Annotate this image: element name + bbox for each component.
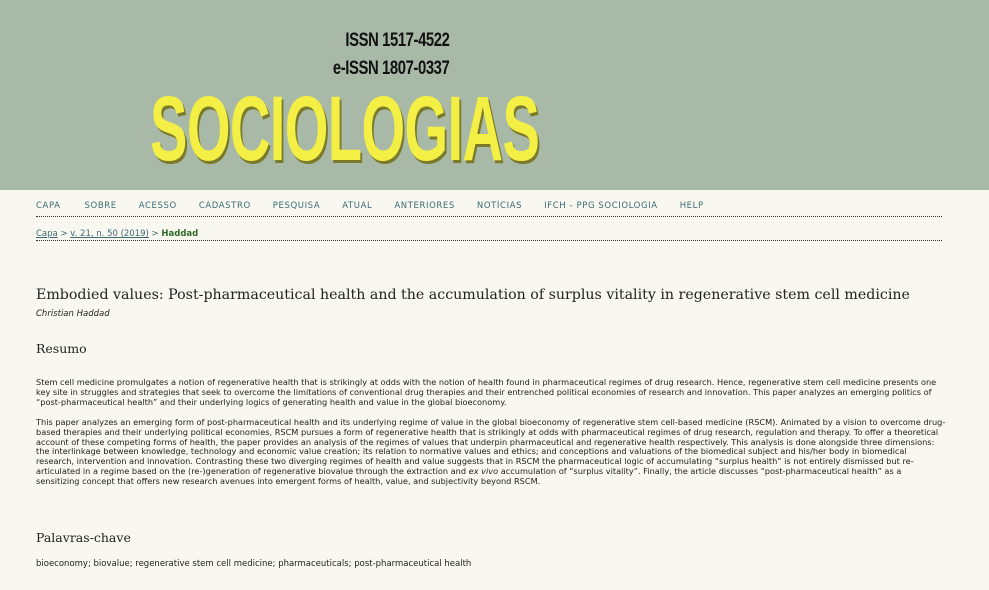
nav-help[interactable]: HELP [679,201,704,211]
abstract-paragraph: Stem cell medicine promulgates a notion of regenerative health that is strikingly at odds with the notion of health found in pharmaceutical regimes of drug research. Hence, regenerative stem cell medicine presents one key site in struggles and strategies that seek to overcome the limitations of conventional drug therapies and their entrenched political economies of research and innovation. This paper analyzes an emerging politics of “post-pharmaceutical health” and their underlying logics of generating health and value in the global bioeconomy. [36,377,937,407]
article-author: Christian Haddad [36,309,110,319]
abstract-paragraph [36,418,946,487]
breadcrumb-current[interactable]: Haddad [161,229,199,239]
article-title: Embodied values: Post-pharmaceutical health and the accumulation of surplus vitality in regenerative stem cell medicine [36,287,910,303]
abstract-text: accumulation of “surplus vitality”. Finally, the article discusses “post-pharmaceutical health” as a sensitizing concept that offers new research avenues into emergent forms of health, value, and subjectivity beyond RSCM. [36,465,902,486]
breadcrumb [36,228,942,241]
nav-cadastro[interactable]: CADASTRO [198,201,251,211]
abstract-emphasis: ex vivo [468,465,499,476]
nav-capa[interactable]: CAPA [36,201,61,211]
journal-banner [0,0,989,190]
journal-logo[interactable]: SOCIOLOGIAS [150,78,540,180]
keywords-list: bioeconomy; biovalue; regenerative stem cell medicine; pharmaceuticals; post-pharmaceutical health [36,559,472,569]
breadcrumb-separator: > [57,229,71,239]
nav-ifch[interactable]: IFCH - PPG SOCIOLOGIA [544,201,658,211]
keywords-heading: Palavras-chave [36,530,131,545]
nav-atual[interactable]: ATUAL [342,201,373,211]
breadcrumb-separator: > [148,229,162,239]
abstract-heading: Resumo [36,341,87,356]
breadcrumb-home[interactable]: Capa [36,229,58,239]
eissn-label: e-ISSN 1807-0337 [332,58,449,79]
main-nav [36,200,942,217]
nav-acesso[interactable]: ACESSO [138,201,177,211]
nav-sobre[interactable]: SOBRE [84,201,117,211]
abstract-text: This paper analyzes an emerging form of post-pharmaceutical health and its underlying regime of value in the global bioeconomy of regenerative stem cell-based medicine (RSCM). Animated by a vision to overcome drug-based therapies and their underlying political economies, RSCM pursues a form of regenerative health that is strikingly at odds with pharmaceutical regimes of drug research, regulation and therapy. To offer a theoretical account of these competing forms of health, the paper provides an analysis of the regimes of values that underpin pharmaceutical and regenerative health respectively. This analysis is done alongside three dimensions: the interlinkage between knowledge, technology and economic value creation; its relation to normative values and ethics; and conceptions and valuations of the biomedical subject and his/her body in biomedical research, intervention and innovation. Contrasting these two diverging regimes of health and value suggests that in RSCM the pharmaceutical logic of accumulating “surplus health” is not entirely dismissed but re-articulated in a regime based on the (re-)generation of regenerative biovalue through the extraction and [36,417,946,476]
nav-noticias[interactable]: NOTÍCIAS [476,201,523,211]
breadcrumb-issue[interactable]: v. 21, n. 50 (2019) [70,229,149,239]
issn-label: ISSN 1517-4522 [344,30,449,51]
nav-anteriores[interactable]: ANTERIORES [394,201,455,211]
nav-pesquisa[interactable]: PESQUISA [272,201,321,211]
